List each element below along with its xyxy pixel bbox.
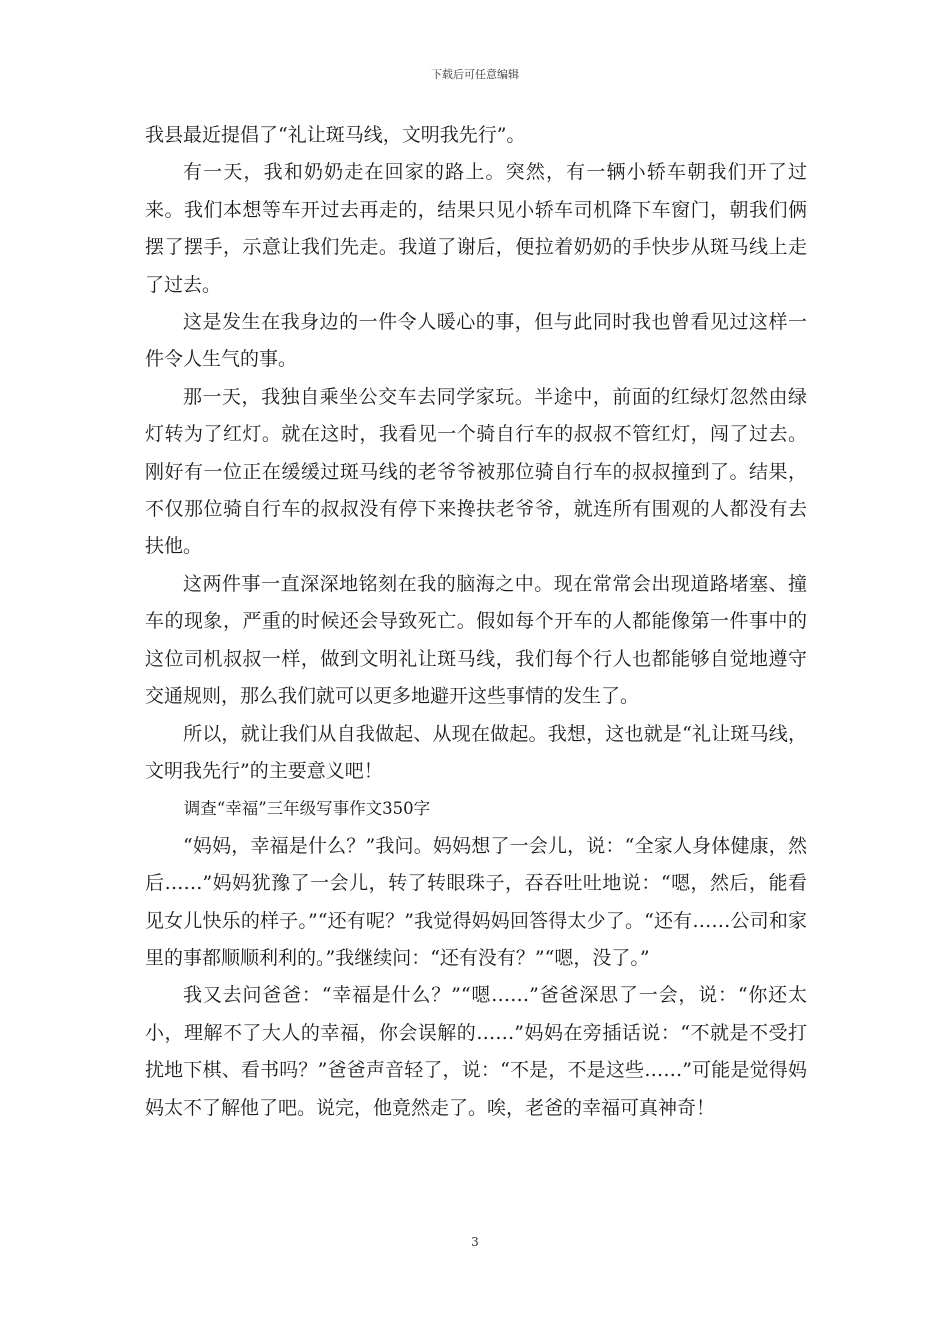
paragraph: 所以，就让我们从自我做起、从现在做起。我想，这也就是“礼让斑马线，文明我先行”的主要意义吧！ <box>145 722 807 782</box>
paragraph: 那一天，我独自乘坐公交车去同学家玩。半途中，前面的红绿灯忽然由绿灯转为了红灯。就在这时，我看见一个骑自行车的叔叔不管红灯，闯了过去。刚好有一位正在缓缓过斑马线的老爷爷被那位骑自行车的叔叔撞到了。结果，不仅那位骑自行车的叔叔没有停下来搀扶老爷爷，就连所有围观的人都没有去扶他。 <box>145 385 807 558</box>
paragraph: 这两件事一直深深地铭刻在我的脑海之中。现在常常会出现道路堵塞、撞车的现象，严重的时候还会导致死亡。假如每个开车的人都能像第一件事中的这位司机叔叔一样，做到文明礼让斑马线，我们每个行人也都能够自觉地遵守交通规则，那么我们就可以更多地避开这些事情的发生了。 <box>145 572 807 708</box>
essay-title: 调查“幸福”三年级写事作文350字 <box>183 799 431 819</box>
document-body <box>145 117 807 1127</box>
paragraph: 有一天，我和奶奶走在回家的路上。突然，有一辆小轿车朝我们开了过来。我们本想等车开过去再走的，结果只见小轿车司机降下车窗门，朝我们俩摆了摆手，示意让我们先走。我道了谢后，便拉着奶奶的手快步从斑马线上走了过去。 <box>145 161 807 296</box>
page-number: 3 <box>471 1235 479 1249</box>
paragraph: “妈妈，幸福是什么？”我问。妈妈想了一会儿，说：“全家人身体健康，然后……”妈妈犹豫了一会儿，转了转眼珠子，吞吞吐吐地说：“嗯，然后，能看见女儿快乐的样子。”“还有呢？”我觉得妈妈回答得太少了。“还有……公司和家里的事都顺顺利利的。”我继续问：“还有没有？”“嗯，没了。” <box>145 834 807 969</box>
page-header: 下载后可任意编辑 <box>431 68 519 81</box>
paragraph: 我又去问爸爸：“幸福是什么？”“嗯……”爸爸深思了一会，说：“你还太小，理解不了大人的幸福，你会误解的……”妈妈在旁插话说：“不就是不受打扰地下棋、看书吗？”爸爸声音轻了，说：“不是，不是这些……”可能是觉得妈妈太不了解他了吧。说完，他竟然走了。唉，老爸的幸福可真神奇！ <box>145 984 807 1119</box>
paragraph: 我县最近提倡了“礼让斑马线，文明我先行”。 <box>145 124 526 146</box>
paragraph: 这是发生在我身边的一件令人暖心的事，但与此同时我也曾看见过这样一件令人生气的事。 <box>145 311 807 371</box>
